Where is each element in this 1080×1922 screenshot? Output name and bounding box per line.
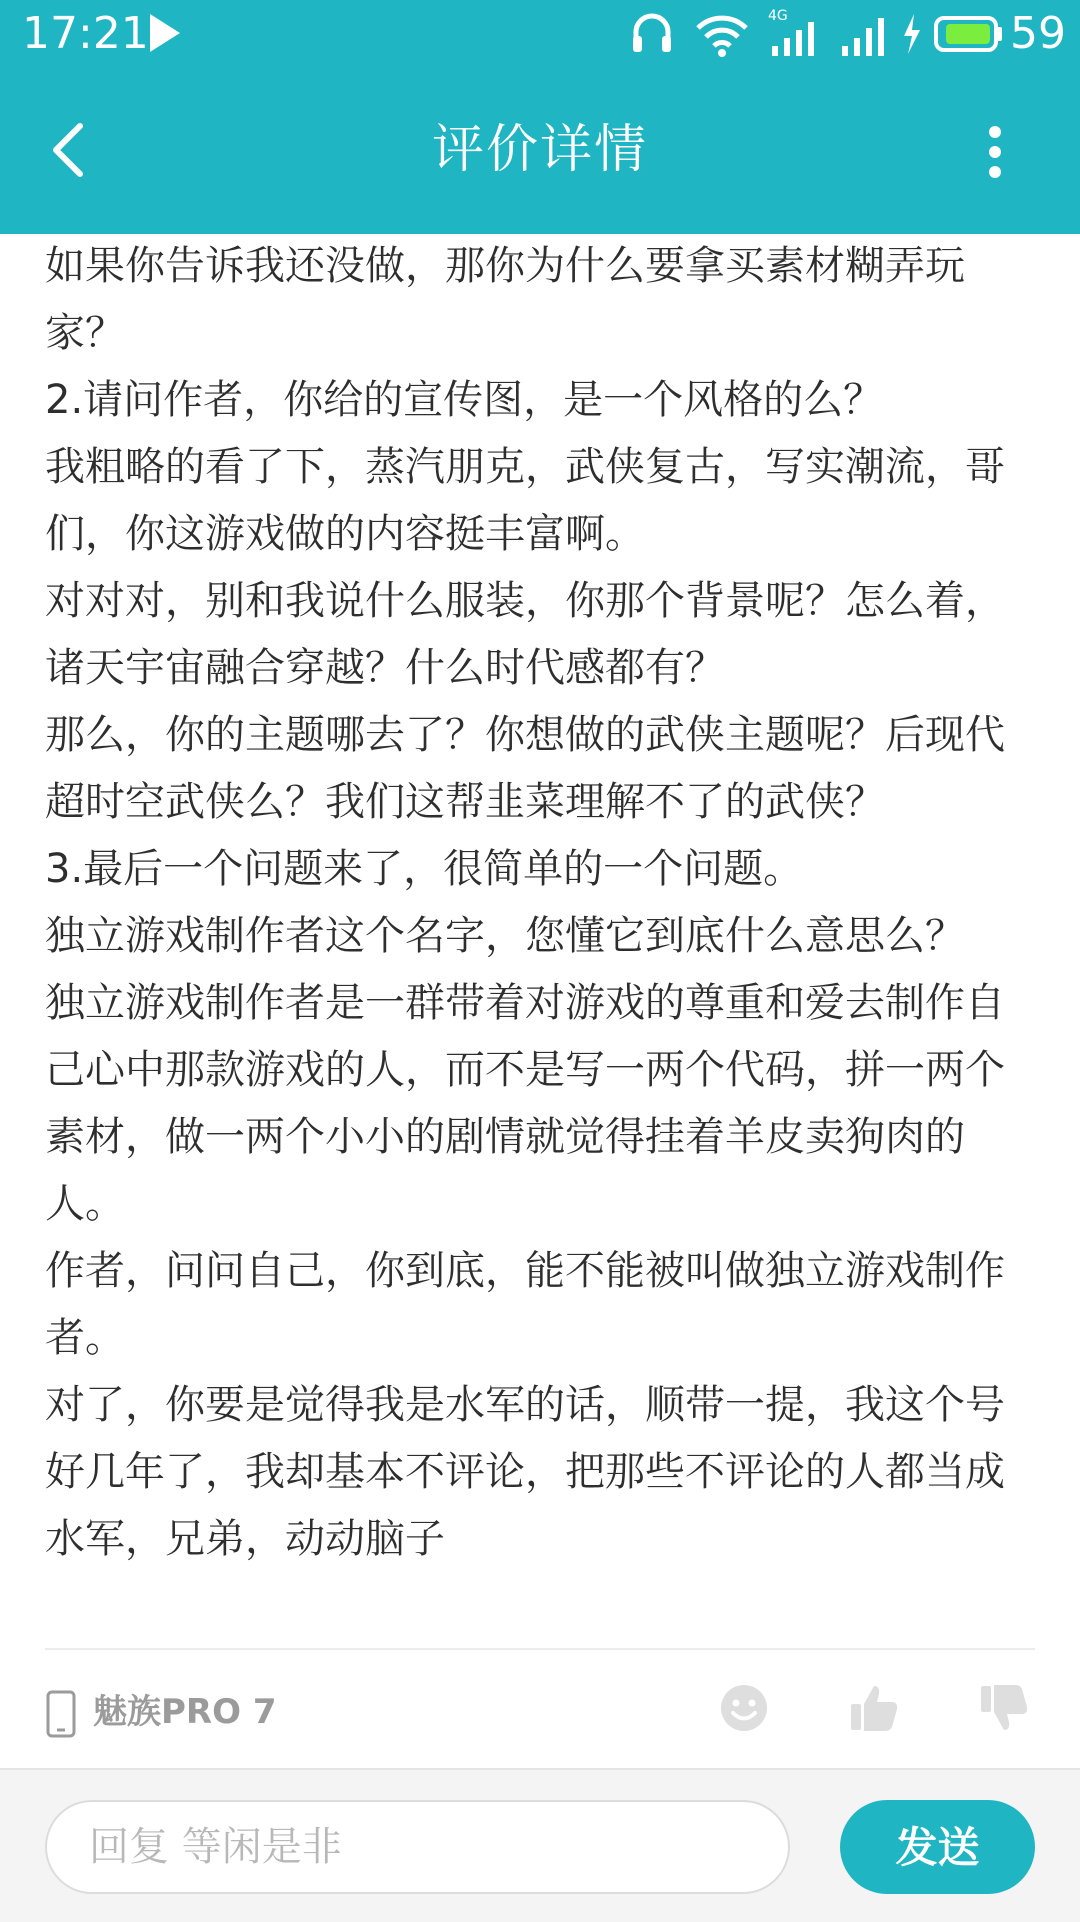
play-icon (150, 14, 180, 52)
reply-input[interactable] (45, 1800, 790, 1894)
send-button[interactable]: 发送 (840, 1800, 1035, 1894)
device-name: 魅族PRO 7 (93, 1692, 277, 1732)
review-paragraph: 如果你告诉我还没做，那你为什么要拿买素材糊弄玩家？ (45, 243, 965, 356)
battery-icon (934, 16, 1004, 52)
review-paragraph: 作者，问问自己，你到底，能不能被叫做独立游戏制作者。 (45, 1248, 1005, 1361)
review-paragraph: 那么，你的主题哪去了？你想做的武侠主题呢？后现代超时空武侠么？我们这帮韭菜理解不了的武侠？ (45, 712, 1005, 825)
phone-icon (45, 1690, 77, 1738)
charging-icon (900, 12, 924, 56)
review-paragraph: 3.最后一个问题来了，很简单的一个问题。 (45, 846, 804, 892)
app-header (0, 0, 1080, 234)
review-paragraph: 独立游戏制作者这个名字，您懂它到底什么意思么？ (45, 913, 965, 959)
signal-icon (838, 10, 892, 58)
page-title: 评价详情 (431, 120, 648, 180)
more-vertical-icon[interactable] (985, 122, 1005, 182)
emoji-icon[interactable] (718, 1682, 770, 1734)
status-bar (0, 0, 1080, 68)
network-type: 4G (768, 8, 788, 24)
headset-icon (630, 10, 674, 58)
review-paragraph: 2.请问作者，你给的宣传图，是一个风格的么？ (45, 377, 884, 423)
review-content (45, 200, 1035, 1590)
review-meta-bar (0, 1660, 1080, 1760)
review-paragraph: 独立游戏制作者是一群带着对游戏的尊重和爱去制作自己心中那款游戏的人，而不是写一两个代码，拼一两个素材，做一两个小小的剧情就觉得挂着羊皮卖狗肉的人。 (45, 980, 1005, 1227)
cellular-4g-icon (768, 8, 828, 58)
status-time: 17:21 (22, 8, 149, 59)
wifi-icon (692, 10, 752, 58)
review-paragraph: 我粗略的看了下，蒸汽朋克，武侠复古，写实潮流，哥们，你这游戏做的内容挺丰富啊。 (45, 444, 1005, 557)
divider (45, 1648, 1035, 1650)
thumbs-up-icon[interactable] (848, 1682, 900, 1734)
review-paragraph: 对对对，别和我说什么服装，你那个背景呢？怎么着，诸天宇宙融合穿越？什么时代感都有？ (45, 578, 1005, 691)
reply-bar (0, 1768, 1080, 1922)
review-paragraph: 对了，你要是觉得我是水军的话，顺带一提，我这个号好几年了，我却基本不评论，把那些不评论的人都当成水军，兄弟，动动脑子 (45, 1382, 1005, 1562)
battery-level: 59 (1010, 8, 1066, 59)
thumbs-down-icon[interactable] (978, 1682, 1030, 1734)
